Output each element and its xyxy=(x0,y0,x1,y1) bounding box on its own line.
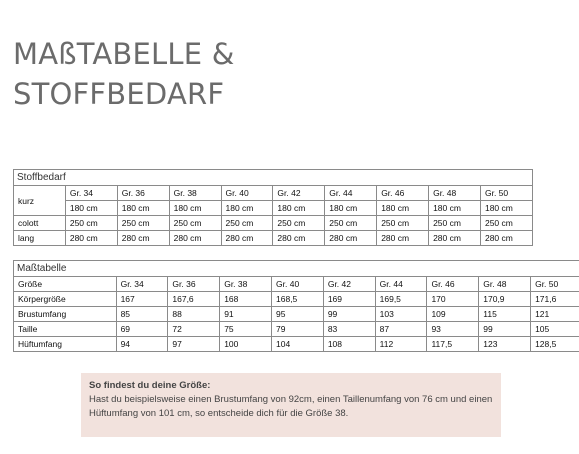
cell: 170,9 xyxy=(479,292,531,307)
cell: 115 xyxy=(479,307,531,322)
size-header: Gr. 34 xyxy=(65,186,117,201)
cell: 280 cm xyxy=(221,231,273,246)
cell: 83 xyxy=(323,322,375,337)
cell: 169,5 xyxy=(375,292,427,307)
cell: 180 cm xyxy=(221,201,273,216)
row-label-colott: colott xyxy=(14,216,66,231)
table-row xyxy=(14,307,579,322)
size-header: Gr. 36 xyxy=(117,186,169,201)
cell: 103 xyxy=(375,307,427,322)
size-header: Gr. 36 xyxy=(168,277,220,292)
cell: 91 xyxy=(220,307,272,322)
cell: 168,5 xyxy=(272,292,324,307)
cell: 180 cm xyxy=(429,201,481,216)
size-header: Gr. 42 xyxy=(273,186,325,201)
size-header: Gr. 34 xyxy=(116,277,168,292)
cell: 280 cm xyxy=(480,231,532,246)
cell: 280 cm xyxy=(377,231,429,246)
cell: 85 xyxy=(116,307,168,322)
cell: 280 cm xyxy=(169,231,221,246)
cell: 180 cm xyxy=(65,201,117,216)
size-header: Gr. 46 xyxy=(377,186,429,201)
cell: 109 xyxy=(427,307,479,322)
row-label: Brustumfang xyxy=(14,307,117,322)
cell: 250 cm xyxy=(480,216,532,231)
stoffbedarf-caption: Stoffbedarf xyxy=(14,170,533,186)
table-row xyxy=(14,322,579,337)
cell: 69 xyxy=(116,322,168,337)
cell: 169 xyxy=(323,292,375,307)
table-header-row xyxy=(14,277,579,292)
cell: 97 xyxy=(168,337,220,352)
cell: 121 xyxy=(531,307,579,322)
cell: 88 xyxy=(168,307,220,322)
size-header: Gr. 40 xyxy=(221,186,273,201)
size-header: Gr. 44 xyxy=(325,186,377,201)
cell: 250 cm xyxy=(169,216,221,231)
cell: 95 xyxy=(272,307,324,322)
cell: 167 xyxy=(116,292,168,307)
cell: 104 xyxy=(272,337,324,352)
cell: 250 cm xyxy=(273,216,325,231)
size-header: Gr. 50 xyxy=(531,277,579,292)
size-guide-box xyxy=(81,373,501,437)
cell: 117,5 xyxy=(427,337,479,352)
size-guide-text: Hast du beispielsweise einen Brustumfang von 92cm, einen Taillenumfang von 76 cm und einen Hüftumfang von 101 cm, so entscheide dich für die Größe 38. xyxy=(89,394,493,419)
size-header: Gr. 46 xyxy=(427,277,479,292)
row-label: Hüftumfang xyxy=(14,337,117,352)
cell: 99 xyxy=(323,307,375,322)
cell: 250 cm xyxy=(325,216,377,231)
cell: 250 cm xyxy=(377,216,429,231)
cell: 100 xyxy=(220,337,272,352)
size-header: Gr. 42 xyxy=(323,277,375,292)
cell: 94 xyxy=(116,337,168,352)
cell: 180 cm xyxy=(480,201,532,216)
cell: 167,6 xyxy=(168,292,220,307)
masstabelle-caption: Maßtabelle xyxy=(14,261,579,277)
cell: 72 xyxy=(168,322,220,337)
page-title xyxy=(13,34,235,114)
size-header: Gr. 40 xyxy=(272,277,324,292)
cell: 168 xyxy=(220,292,272,307)
size-header: Gr. 50 xyxy=(480,186,532,201)
cell: 180 cm xyxy=(273,201,325,216)
cell: 250 cm xyxy=(65,216,117,231)
size-header: Gr. 44 xyxy=(375,277,427,292)
cell: 75 xyxy=(220,322,272,337)
cell: 280 cm xyxy=(325,231,377,246)
cell: 280 cm xyxy=(117,231,169,246)
cell: 250 cm xyxy=(429,216,481,231)
table-row xyxy=(14,201,533,216)
cell: 280 cm xyxy=(429,231,481,246)
row-label: Taille xyxy=(14,322,117,337)
title-line-1: MAßTABELLE & xyxy=(13,37,235,71)
cell: 93 xyxy=(427,322,479,337)
cell: 105 xyxy=(531,322,579,337)
cell: 79 xyxy=(272,322,324,337)
table-row xyxy=(14,216,533,231)
size-header: Gr. 38 xyxy=(220,277,272,292)
masstabelle-table xyxy=(13,260,579,352)
cell: 280 cm xyxy=(65,231,117,246)
title-line-2: STOFFBEDARF xyxy=(13,77,225,111)
size-guide-heading: So findest du deine Größe: xyxy=(89,380,211,391)
cell: 280 cm xyxy=(273,231,325,246)
cell: 170 xyxy=(427,292,479,307)
table-row xyxy=(14,231,533,246)
cell: 171,6 xyxy=(531,292,579,307)
stoffbedarf-table xyxy=(13,169,533,246)
size-label-header: Größe xyxy=(14,277,117,292)
cell: 180 cm xyxy=(377,201,429,216)
cell: 123 xyxy=(479,337,531,352)
cell: 87 xyxy=(375,322,427,337)
size-header: Gr. 48 xyxy=(429,186,481,201)
table-row xyxy=(14,337,579,352)
row-label: Körpergröße xyxy=(14,292,117,307)
cell: 128,5 xyxy=(531,337,579,352)
row-label-lang: lang xyxy=(14,231,66,246)
cell: 112 xyxy=(375,337,427,352)
cell: 108 xyxy=(323,337,375,352)
size-header: Gr. 38 xyxy=(169,186,221,201)
cell: 99 xyxy=(479,322,531,337)
cell: 250 cm xyxy=(117,216,169,231)
cell: 180 cm xyxy=(169,201,221,216)
cell: 180 cm xyxy=(325,201,377,216)
cell: 180 cm xyxy=(117,201,169,216)
cell: 250 cm xyxy=(221,216,273,231)
row-label-kurz: kurz xyxy=(14,186,66,216)
table-row xyxy=(14,292,579,307)
size-header: Gr. 48 xyxy=(479,277,531,292)
